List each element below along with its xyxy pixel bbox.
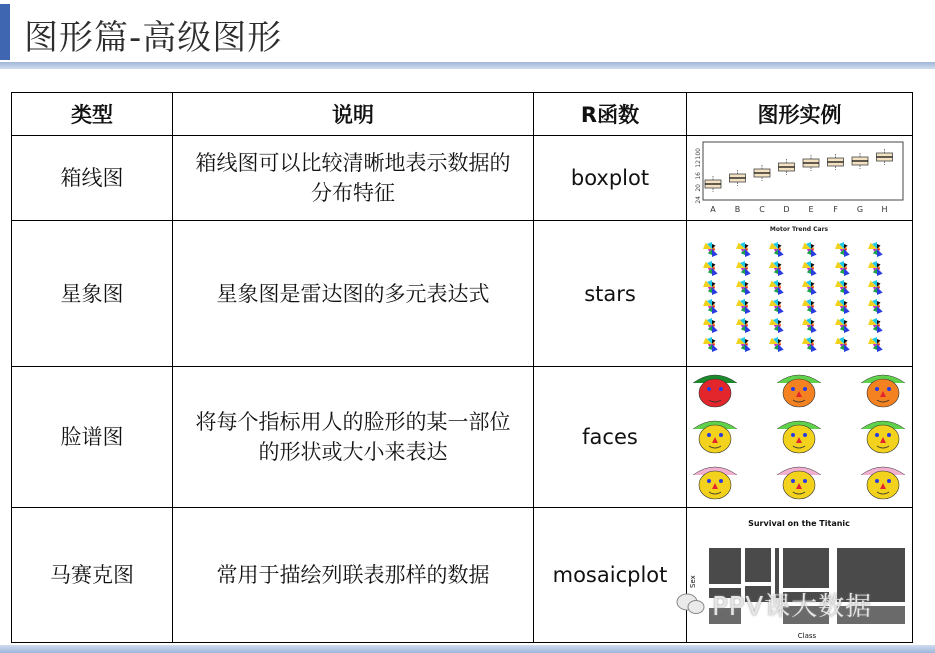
boxplot-xtick: H — [881, 205, 888, 214]
watermark-text: PPV课大数据 — [712, 592, 873, 622]
row-description — [173, 367, 534, 508]
stars-title: Motor Trend Cars — [769, 226, 829, 233]
mosaic-xlabel: Class — [797, 632, 817, 640]
row-description — [173, 136, 534, 221]
row-r-function: faces — [534, 367, 687, 508]
table-header-row — [12, 93, 913, 136]
faces-thumbnail — [687, 367, 913, 508]
row-r-function: mosaicplot — [534, 508, 687, 643]
bottom-divider — [0, 645, 935, 653]
boxplot-xtick: F — [833, 205, 838, 214]
header-type: 类型 — [12, 93, 173, 136]
description-text: 箱线图可以比较清晰地表示数据的分布特征 — [195, 151, 511, 205]
header-example: 图形实例 — [687, 93, 913, 136]
mosaic-ylabel: Sex — [689, 575, 697, 588]
row-description — [173, 508, 534, 643]
title-divider — [0, 62, 935, 69]
row-type-label: 脸谱图 — [12, 367, 173, 508]
header-r-function: R函数 — [534, 93, 687, 136]
boxplot-xtick: D — [783, 205, 790, 214]
boxplot-ytick: 12 — [695, 160, 702, 168]
stars-thumbnail — [687, 221, 913, 367]
table-row — [12, 367, 913, 508]
table-row — [12, 136, 913, 221]
boxplot-ytick: 100 — [695, 148, 702, 160]
boxplot-xtick: E — [808, 205, 814, 214]
boxplot-ytick: 16 — [695, 172, 702, 180]
boxplot-ytick: 24 — [695, 196, 702, 204]
slide-title-bar — [0, 0, 935, 64]
stars-example-svg — [687, 221, 912, 366]
row-r-function: stars — [534, 221, 687, 367]
boxplot-xtick: C — [759, 205, 765, 214]
row-description — [173, 221, 534, 367]
title-accent-bar — [0, 4, 10, 60]
row-type-label: 马赛克图 — [12, 508, 173, 643]
slide-title: 图形篇-高级图形 — [24, 18, 283, 58]
description-text: 星象图是雷达图的多元表达式 — [216, 281, 490, 306]
boxplot-example-svg — [687, 136, 912, 220]
boxplot-thumbnail — [687, 136, 913, 221]
boxplot-xtick: A — [710, 205, 716, 214]
boxplot-xtick: G — [856, 205, 864, 214]
description-text: 将每个指标用人的脸形的某一部位的形状或大小来表达 — [195, 410, 511, 464]
chart-types-table — [11, 92, 913, 643]
header-description: 说明 — [173, 93, 534, 136]
description-text: 常用于描绘列联表那样的数据 — [216, 563, 490, 587]
row-type-label: 星象图 — [12, 221, 173, 367]
boxplot-xtick: B — [734, 205, 741, 214]
faces-example-svg — [687, 367, 912, 507]
row-r-function: boxplot — [534, 136, 687, 221]
boxplot-ytick: 20 — [695, 184, 702, 192]
table-row — [12, 221, 913, 367]
wechat-icon — [676, 592, 706, 616]
mosaic-title: Survival on the Titanic — [748, 519, 850, 528]
row-type-label: 箱线图 — [12, 136, 173, 221]
